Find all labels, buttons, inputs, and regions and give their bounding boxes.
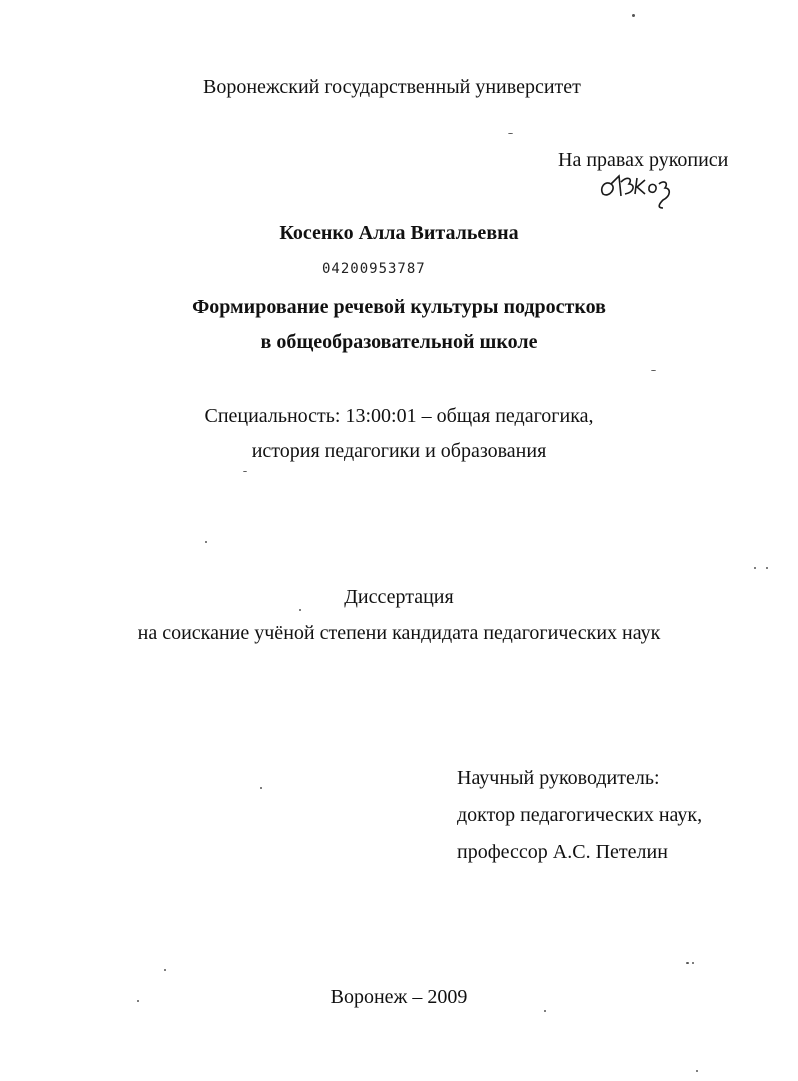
dissertation-purpose: на соискание учёной степени кандидата педагогических наук [137, 622, 661, 644]
scan-speck [299, 609, 301, 611]
supervisor-label: Научный руководитель: [457, 767, 660, 789]
scan-speck [544, 1010, 546, 1012]
scan-speck [508, 133, 513, 134]
supervisor-name: профессор А.С. Петелин [457, 841, 668, 863]
scan-speck [696, 1070, 698, 1072]
author-name: Косенко Алла Витальевна [279, 222, 519, 244]
university-name: Воронежский государственный университет [203, 76, 581, 98]
scan-speck [260, 787, 262, 789]
supervisor-degree: доктор педагогических наук, [457, 804, 703, 826]
dissertation-title-line2: в общеобразовательной школе [260, 331, 538, 353]
scan-speck [766, 567, 768, 569]
scan-speck [754, 567, 756, 569]
specialty-line2: история педагогики и образования [251, 440, 547, 462]
scan-speck [651, 370, 656, 371]
scan-speck [205, 541, 207, 543]
handwritten-signature [597, 170, 679, 212]
city-year: Воронеж – 2009 [330, 986, 468, 1008]
specialty-line1: Специальность: 13:00:01 – общая педагогика, [204, 405, 594, 427]
scan-speck [686, 962, 689, 964]
scan-speck [243, 471, 247, 472]
scan-speck [632, 14, 635, 17]
scan-speck [692, 962, 694, 964]
scan-speck [164, 969, 166, 971]
dissertation-title-line1: Формирование речевой культуры подростков [192, 296, 606, 318]
registration-number: 04200953787 [322, 261, 426, 277]
manuscript-note: На правах рукописи [558, 149, 729, 171]
dissertation-heading: Диссертация [344, 586, 454, 608]
scan-speck [137, 1000, 139, 1002]
